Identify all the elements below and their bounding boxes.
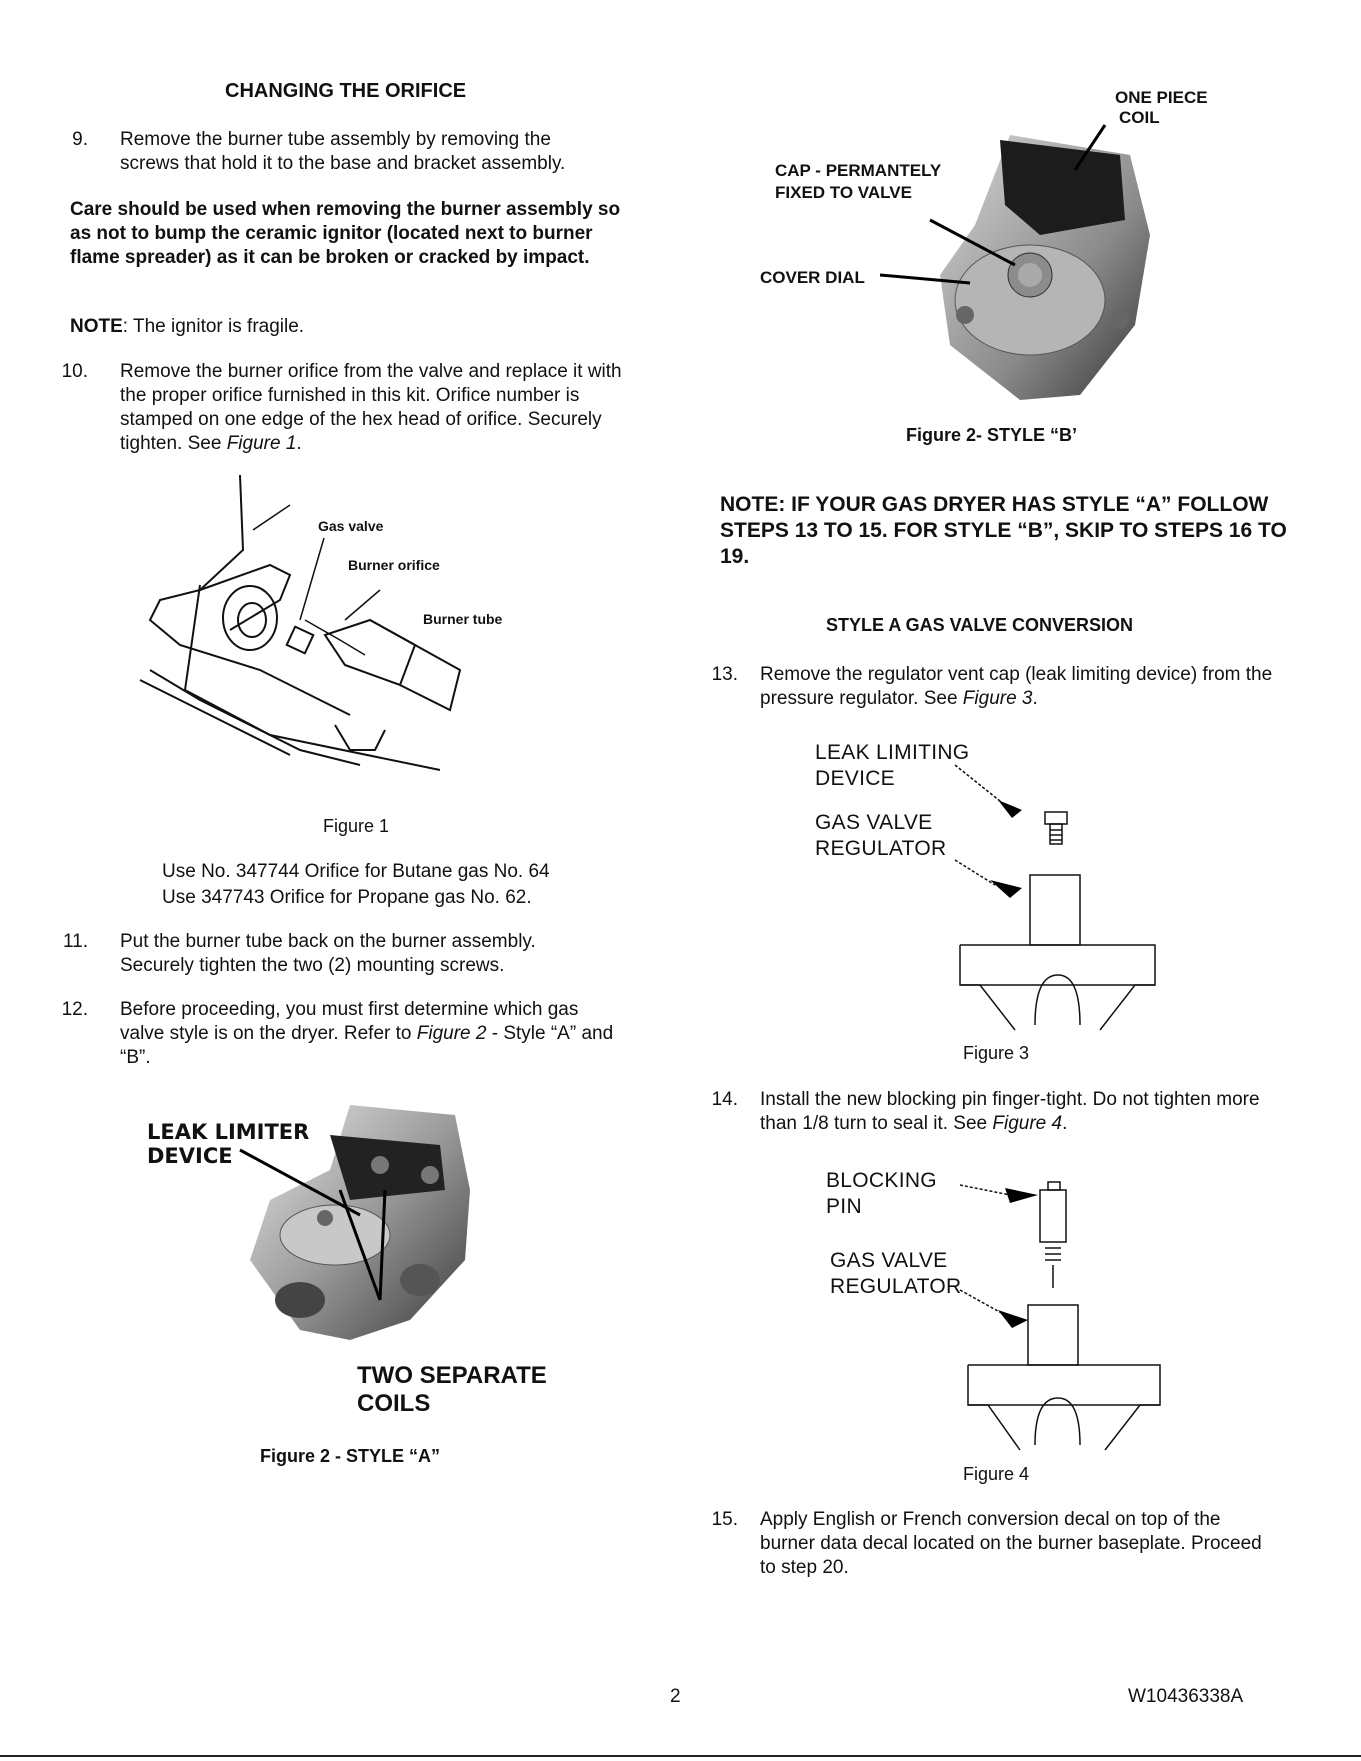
style-a-subheading: STYLE A GAS VALVE CONVERSION bbox=[826, 615, 1134, 635]
step-text: Apply English or French conversion decal on top of the burner data decal located on the burner baseplate. Proceed to step 20. bbox=[760, 1509, 1262, 1578]
label-two-separate-coils: TWO SEPARATE COILS bbox=[357, 1362, 547, 1417]
label-leak-limiter: LEAK LIMITER DEVICE bbox=[147, 1120, 310, 1168]
figure-1-caption: Figure 1 bbox=[323, 816, 390, 836]
figure-ref: Figure 2 bbox=[416, 1023, 487, 1044]
note-fragile bbox=[70, 315, 304, 339]
label-cover-dial: COVER DIAL bbox=[760, 268, 865, 287]
document-id: W10436338A bbox=[1128, 1686, 1244, 1707]
figure-2a-caption: Figure 2 - STYLE “A” bbox=[260, 1446, 441, 1466]
step-text: Put the burner tube back on the burner assembly. Securely tighten the two (2) mounting screws. bbox=[120, 931, 536, 976]
label-one-piece-coil: ONE PIECE COIL bbox=[1115, 88, 1208, 127]
label-gas-valve-regulator: GAS VALVE REGULATOR bbox=[815, 811, 947, 860]
label-gas-valve-regulator-4: GAS VALVE REGULATOR bbox=[830, 1249, 962, 1298]
step-number: 10. bbox=[61, 361, 88, 382]
step-number: 15. bbox=[711, 1509, 738, 1530]
label-burner-orifice: Burner orifice bbox=[348, 557, 440, 573]
figure-4-diagram bbox=[960, 1170, 1180, 1470]
style-note: NOTE: IF YOUR GAS DRYER HAS STYLE “A” FOLLOW STEPS 13 TO 15. FOR STYLE “B”, SKIP TO STEPS 16 TO 19. bbox=[720, 493, 1287, 568]
step-text: Before proceeding, you must first determine which gas valve style is on the dryer. Refer to Figure 2 - Style “A” and “B”. bbox=[120, 999, 614, 1068]
leader-gas-valve bbox=[253, 505, 290, 530]
bottom-rule bbox=[0, 1755, 1361, 1757]
section-heading: CHANGING THE ORIFICE bbox=[225, 80, 467, 102]
figure-ref: Figure 1 bbox=[226, 433, 297, 454]
orifice-propane: Use 347743 Orifice for Propane gas No. 62. bbox=[162, 887, 532, 908]
label-burner-tube: Burner tube bbox=[423, 611, 503, 627]
note-label: NOTE bbox=[70, 316, 123, 337]
step-number: 9. bbox=[72, 129, 88, 150]
step-number: 11. bbox=[62, 931, 88, 952]
figure-3-caption: Figure 3 bbox=[963, 1043, 1030, 1063]
figure-ref: Figure 3 bbox=[962, 688, 1033, 709]
label-gas-valve: Gas valve bbox=[318, 518, 384, 534]
step-text: Remove the regulator vent cap (leak limiting device) from the pressure regulator. See Figure 3. bbox=[760, 664, 1273, 709]
leader-burner-orifice bbox=[300, 538, 324, 620]
figure-2b-photo bbox=[930, 125, 1160, 425]
caution-text: Care should be used when removing the burner assembly so as not to bump the ceramic ignitor (located next to burner flame spreader) as it can be broken or cracked by impact. bbox=[70, 199, 621, 268]
step-number: 13. bbox=[711, 664, 738, 685]
label-blocking-pin: BLOCKING PIN bbox=[826, 1169, 937, 1218]
step-number: 12. bbox=[61, 999, 88, 1020]
step-text: Install the new blocking pin finger-tight. Do not tighten more than 1/8 turn to seal it. See Figure 4. bbox=[760, 1089, 1260, 1134]
figure-4-caption: Figure 4 bbox=[963, 1464, 1030, 1484]
step-text: Remove the burner tube assembly by removing the screws that hold it to the base and bracket assembly. bbox=[120, 129, 566, 174]
leader-burner-tube bbox=[345, 590, 380, 620]
figure-3-diagram bbox=[950, 760, 1170, 1040]
page-number: 2 bbox=[670, 1686, 681, 1707]
step-text: Remove the burner orifice from the valve and replace it with the proper orifice furnished in this kit. Orifice number is stamped on one edge of the hex head of orifice. Securely tighten. See Figure 1. bbox=[120, 361, 622, 454]
note-text: : The ignitor is fragile. bbox=[122, 316, 305, 337]
label-leak-limiting-device: LEAK LIMITING DEVICE bbox=[815, 741, 970, 790]
figure-ref: Figure 4 bbox=[992, 1113, 1063, 1134]
orifice-butane: Use No. 347744 Orifice for Butane gas No. 64 bbox=[162, 861, 550, 882]
figure-2b-caption: Figure 2- STYLE “B’ bbox=[906, 425, 1078, 445]
step-number: 14. bbox=[711, 1089, 738, 1110]
label-cap-fixed: CAP - PERMANTELY FIXED TO VALVE bbox=[775, 161, 942, 202]
